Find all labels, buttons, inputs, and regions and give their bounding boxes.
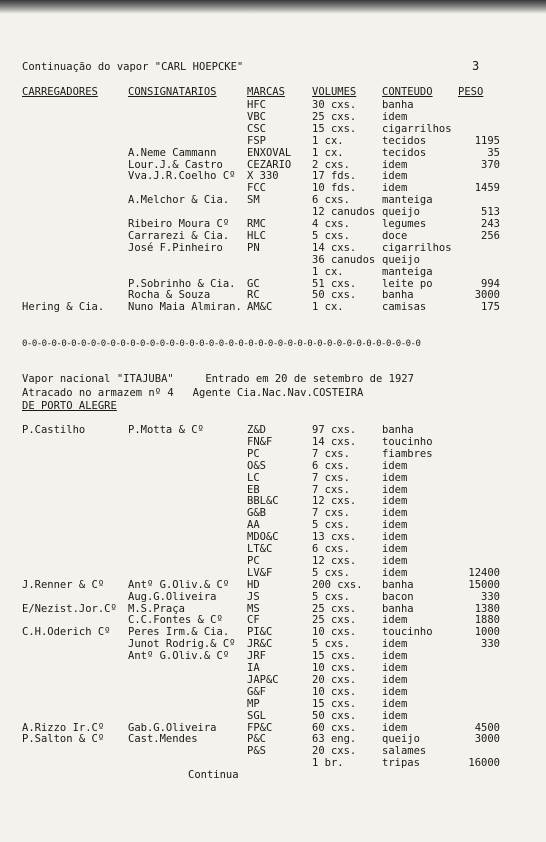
mark-cell: PN <box>247 241 260 254</box>
volumes-cell: 36 canudos <box>312 253 376 266</box>
mark-cell: AM&C <box>247 301 273 314</box>
mark-cell: FSP <box>247 134 266 147</box>
contents-cell: idem <box>382 614 408 627</box>
mark-cell: JAP&C <box>247 673 279 686</box>
volumes-cell: 25 cxs. <box>312 110 357 123</box>
continued-note: Continua <box>188 769 239 781</box>
contents-cell: idem <box>382 158 408 171</box>
weight-cell: 243 <box>481 218 500 230</box>
consignee-cell: Carrarezi & Cia. <box>128 229 230 242</box>
weight-cell: 175 <box>481 301 500 314</box>
volumes-cell: 10 fds. <box>312 182 357 195</box>
volumes-cell: 12 canudos <box>312 206 376 219</box>
contents-cell: tecidos <box>382 134 427 147</box>
volumes-cell: 10 cxs. <box>312 626 357 639</box>
contents-cell: idem <box>382 662 408 674</box>
volumes-cell: 15 cxs. <box>312 122 357 135</box>
shipper-cell: P.Castilho <box>22 424 86 436</box>
weight-cell: 1380 <box>474 602 500 615</box>
volumes-cell: 6 cxs. <box>312 194 350 207</box>
mark-cell: FCC <box>247 182 266 195</box>
header-volumes: VOLUMES <box>312 86 357 98</box>
mark-cell: PC <box>247 447 260 460</box>
shipper-cell: E/Nezist.Jor.Cº <box>22 602 117 615</box>
consignee-cell: Gab.G.Oliveira <box>128 721 217 734</box>
mark-cell: O&S <box>247 459 266 472</box>
volumes-cell: 7 cxs. <box>312 507 350 520</box>
weight-cell: 1000 <box>474 626 500 639</box>
contents-cell: idem <box>382 182 408 195</box>
contents-cell: queijo <box>382 733 420 746</box>
consignee-cell: M.S.Praça <box>128 602 185 615</box>
mark-cell: P&C <box>247 733 266 746</box>
weight-cell: 256 <box>481 229 500 242</box>
mark-cell: G&B <box>247 507 266 520</box>
volumes-cell: 1 cx. <box>312 265 344 278</box>
consignee-cell: C.C.Fontes & Cº <box>128 614 223 627</box>
volumes-cell: 1 cx. <box>312 134 344 147</box>
volumes-cell: 12 cxs. <box>312 554 357 567</box>
weight-cell: 513 <box>481 206 500 219</box>
contents-cell: banha <box>382 289 414 302</box>
contents-cell: camisas <box>382 301 427 314</box>
volumes-cell: 6 cxs. <box>312 543 350 555</box>
contents-cell: banha <box>382 578 414 591</box>
mark-cell: G&F <box>247 685 266 698</box>
contents-cell: idem <box>382 531 408 544</box>
header-marcas: MARCAS <box>247 86 285 98</box>
volumes-cell: 25 cxs. <box>312 614 357 627</box>
mark-cell: X 330 <box>247 170 279 183</box>
volumes-cell: 12 cxs. <box>312 495 357 508</box>
weight-cell: 994 <box>481 277 500 290</box>
contents-cell: idem <box>382 170 408 183</box>
contents-cell: idem <box>382 697 408 710</box>
volumes-cell: 20 cxs. <box>312 673 357 686</box>
contents-cell: legumes <box>382 218 427 230</box>
contents-cell: tripas <box>382 757 420 770</box>
contents-cell: queijo <box>382 206 420 219</box>
header-conteudo: CONTEUDO <box>382 86 433 98</box>
mark-cell: MS <box>247 602 260 615</box>
mark-cell: MP <box>247 697 260 710</box>
mark-cell: EB <box>247 483 260 496</box>
weight-cell: 1880 <box>474 614 500 627</box>
contents-cell: queijo <box>382 253 420 266</box>
contents-cell: idem <box>382 566 408 579</box>
volumes-cell: 2 cxs. <box>312 158 350 171</box>
mark-cell: LT&C <box>247 543 273 555</box>
volumes-cell: 7 cxs. <box>312 471 350 484</box>
volumes-cell: 6 cxs. <box>312 459 350 472</box>
consignee-cell: P.Sobrinho & Cia. <box>128 277 236 290</box>
mark-cell: JS <box>247 590 260 603</box>
header-peso: PESO <box>458 86 484 98</box>
mark-cell: BBL&C <box>247 495 279 508</box>
volumes-cell: 15 cxs. <box>312 697 357 710</box>
shipper-cell: A.Rizzo Ir.Cº <box>22 721 105 734</box>
consignee-cell: Antº G.Oliv.& Cº <box>128 578 230 591</box>
contents-cell: idem <box>382 110 408 123</box>
weight-cell: 330 <box>481 638 500 651</box>
mark-cell: Z&D <box>247 424 266 436</box>
weight-cell: 16000 <box>468 757 500 770</box>
consignee-cell: Ribeiro Moura Cº <box>128 218 230 230</box>
mark-cell: RC <box>247 289 260 302</box>
contents-cell: cigarrilhos <box>382 122 452 135</box>
shipper-cell: J.Renner & Cº <box>22 578 105 591</box>
volumes-cell: 4 cxs. <box>312 218 350 230</box>
contents-cell: idem <box>382 471 408 484</box>
contents-cell: idem <box>382 543 408 555</box>
contents-cell: toucinho <box>382 435 433 448</box>
berth-agent-line: Atracado no armazem nº 4 Agente Cia.Nac.Nav.COSTEIRA <box>22 387 364 399</box>
vessel-line: Vapor nacional "ITAJUBA" Entrado em 20 de setembro de 1927 <box>22 373 414 385</box>
volumes-cell: 60 cxs. <box>312 721 357 734</box>
contents-cell: salames <box>382 745 427 758</box>
contents-cell: idem <box>382 495 408 508</box>
contents-cell: idem <box>382 650 408 663</box>
volumes-cell: 30 cxs. <box>312 99 357 111</box>
document-title: Continuação do vapor "CARL HOEPCKE" <box>22 61 244 73</box>
weight-cell: 1195 <box>474 134 500 147</box>
consignee-cell: Rocha & Souza <box>128 289 211 302</box>
contents-cell: tecidos <box>382 146 427 159</box>
consignee-cell: Antº G.Oliv.& Cº <box>128 650 230 663</box>
origin-heading: DE PORTO ALEGRE <box>22 400 117 412</box>
contents-cell: banha <box>382 424 414 436</box>
contents-cell: idem <box>382 721 408 734</box>
volumes-cell: 5 cxs. <box>312 229 350 242</box>
consignee-cell: P.Motta & Cº <box>128 424 204 436</box>
contents-cell: idem <box>382 507 408 520</box>
volumes-cell: 10 cxs. <box>312 662 357 674</box>
page-number: 3 <box>472 59 480 73</box>
volumes-cell: 13 cxs. <box>312 531 357 544</box>
volumes-cell: 200 cxs. <box>312 578 363 591</box>
mark-cell: SGL <box>247 709 266 722</box>
mark-cell: SM <box>247 194 260 207</box>
mark-cell: VBC <box>247 110 266 123</box>
volumes-cell: 7 cxs. <box>312 447 350 460</box>
mark-cell: HFC <box>247 99 266 111</box>
contents-cell: idem <box>382 709 408 722</box>
weight-cell: 330 <box>481 590 500 603</box>
mark-cell: CSC <box>247 122 266 135</box>
contents-cell: idem <box>382 638 408 651</box>
mark-cell: P&S <box>247 745 266 758</box>
shipper-cell: C.H.Oderich Cº <box>22 626 111 639</box>
contents-cell: idem <box>382 673 408 686</box>
mark-cell: CEZARIO <box>247 158 292 171</box>
volumes-cell: 5 cxs. <box>312 638 350 651</box>
consignee-cell: Vva.J.R.Coelho Cº <box>128 170 236 183</box>
weight-cell: 370 <box>481 158 500 171</box>
consignee-cell: José F.Pinheiro <box>128 241 223 254</box>
weight-cell: 15000 <box>468 578 500 591</box>
contents-cell: idem <box>382 685 408 698</box>
header-consignatarios: CONSIGNATARIOS <box>128 86 217 98</box>
shipper-cell: P.Salton & Cº <box>22 733 105 746</box>
mark-cell: MDO&C <box>247 531 279 544</box>
mark-cell: ENXOVAL <box>247 146 292 159</box>
volumes-cell: 51 cxs. <box>312 277 357 290</box>
weight-cell: 3000 <box>474 289 500 302</box>
shipper-cell: Hering & Cia. <box>22 301 105 314</box>
contents-cell: banha <box>382 99 414 111</box>
volumes-cell: 20 cxs. <box>312 745 357 758</box>
contents-cell: fiambres <box>382 447 433 460</box>
consignee-cell: Nuno Maia Almiran. <box>128 301 242 314</box>
contents-cell: leite po <box>382 277 433 290</box>
volumes-cell: 1 cx. <box>312 301 344 314</box>
weight-cell: 1459 <box>474 182 500 195</box>
mark-cell: RMC <box>247 218 266 230</box>
volumes-cell: 50 cxs. <box>312 709 357 722</box>
contents-cell: banha <box>382 602 414 615</box>
volumes-cell: 50 cxs. <box>312 289 357 302</box>
contents-cell: bacon <box>382 590 414 603</box>
mark-cell: AA <box>247 519 260 532</box>
mark-cell: IA <box>247 662 260 674</box>
consignee-cell: A.Melchor & Cia. <box>128 194 230 207</box>
mark-cell: HD <box>247 578 260 591</box>
weight-cell: 4500 <box>474 721 500 734</box>
volumes-cell: 10 cxs. <box>312 685 357 698</box>
mark-cell: PI&C <box>247 626 273 639</box>
volumes-cell: 5 cxs. <box>312 590 350 603</box>
separator-line: 0-0-0-0-0-0-0-0-0-0-0-0-0-0-0-0-0-0-0-0-0-0-0-0-0-0-0-0-0-0-0-0-0-0-0-0-0-0-0-0-0 <box>22 339 421 349</box>
contents-cell: idem <box>382 519 408 532</box>
volumes-cell: 17 fds. <box>312 170 357 183</box>
weight-cell: 12400 <box>468 566 500 579</box>
weight-cell: 35 <box>487 146 500 159</box>
volumes-cell: 7 cxs. <box>312 483 350 496</box>
contents-cell: idem <box>382 459 408 472</box>
mark-cell: LC <box>247 471 260 484</box>
mark-cell: FN&F <box>247 435 273 448</box>
contents-cell: toucinho <box>382 626 433 639</box>
contents-cell: doce <box>382 229 408 242</box>
consignee-cell: Aug.G.Oliveira <box>128 590 217 603</box>
consignee-cell: Peres Irm.& Cia. <box>128 626 230 639</box>
consignee-cell: Cast.Mendes <box>128 733 198 746</box>
volumes-cell: 1 cx. <box>312 146 344 159</box>
header-carregadores: CARREGADORES <box>22 86 98 98</box>
volumes-cell: 63 eng. <box>312 733 357 746</box>
volumes-cell: 14 cxs. <box>312 241 357 254</box>
volumes-cell: 25 cxs. <box>312 602 357 615</box>
mark-cell: HLC <box>247 229 266 242</box>
mark-cell: FP&C <box>247 721 273 734</box>
contents-cell: manteiga <box>382 265 433 278</box>
mark-cell: GC <box>247 277 260 290</box>
mark-cell: JRF <box>247 650 266 663</box>
mark-cell: PC <box>247 554 260 567</box>
volumes-cell: 5 cxs. <box>312 566 350 579</box>
volumes-cell: 14 cxs. <box>312 435 357 448</box>
volumes-cell: 15 cxs. <box>312 650 357 663</box>
consignee-cell: Junot Rodrig.& Cº <box>128 638 236 651</box>
contents-cell: idem <box>382 554 408 567</box>
mark-cell: JR&C <box>247 638 273 651</box>
consignee-cell: Lour.J.& Castro <box>128 158 223 171</box>
consignee-cell: A.Neme Cammann <box>128 146 217 159</box>
contents-cell: manteiga <box>382 194 433 207</box>
volumes-cell: 97 cxs. <box>312 424 357 436</box>
mark-cell: CF <box>247 614 260 627</box>
volumes-cell: 5 cxs. <box>312 519 350 532</box>
volumes-cell: 1 br. <box>312 757 344 770</box>
mark-cell: LV&F <box>247 566 273 579</box>
weight-cell: 3000 <box>474 733 500 746</box>
contents-cell: idem <box>382 483 408 496</box>
contents-cell: cigarrilhos <box>382 241 452 254</box>
